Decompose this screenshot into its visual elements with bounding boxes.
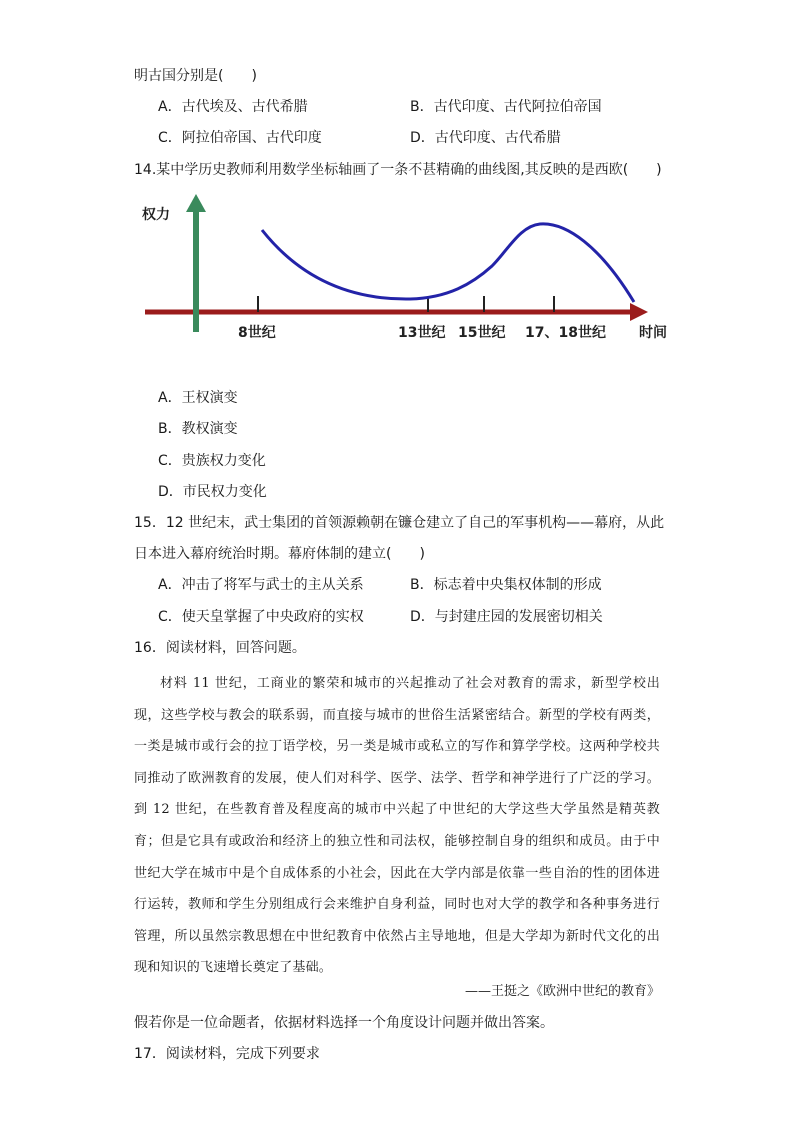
q15-stem-line2: 日本进入幕府统治时期。幕府体制的建立( )	[134, 546, 425, 562]
q14-stem: 14.某中学历史教师利用数学坐标轴画了一条不甚精确的曲线图,其反映的是西欧( )	[134, 162, 662, 178]
q13-option-a: A．古代埃及、古代希腊	[158, 99, 308, 115]
q14-option-b: B．教权演变	[158, 421, 238, 437]
q14-power-curve-figure	[0, 188, 794, 388]
q16-task: 假若你是一位命题者，依据材料选择一个角度设计问题并做出答案。	[134, 1015, 554, 1031]
tick-label-8th-century: 8世纪	[238, 325, 276, 341]
q16-material-passage: 材料 11 世纪，工商业的繁荣和城市的兴起推动了社会对教育的需求，新型学校出现，这些学校与教会的联系弱，而直接与城市的世俗生活紧密结合。新型的学校有两类，一类是城市或行会的拉丁语学校，另一类是城市或私立的写作和算学学校。这两种学校共同推动了欧洲教育的发展，使人们对科学、医学、法学、哲学和神学进行了广泛的学习。到 12 世纪，在些教育普及程度高的城市中兴起了中世纪的大学这些大学虽然是精英教育；但是它具有或政治和经济上的独立性和司法权，能够控制自身的组织和成员。由于中世纪大学在城市中是个自成体系的小社会，因此在大学内部是依靠一些自治的性的团体进行运转，教师和学生分别组成行会来维护自身利益，同时也对大学的教学和各种事务进行管理，所以虽然宗教思想在中世纪教育中依然占主导地地，但是大学却为新时代文化的出现和知识的飞速增长奠定了基础。	[134, 676, 660, 976]
intro-line: 明古国分别是( )	[134, 68, 257, 84]
tick-label-13th-century: 13世纪	[398, 325, 446, 341]
power-curve	[262, 224, 634, 302]
q14-option-c: C．贵族权力变化	[158, 453, 266, 469]
q14-option-a: A．王权演变	[158, 390, 238, 406]
q15-option-b: B．标志着中央集权体制的形成	[410, 577, 602, 593]
q13-option-b: B．古代印度、古代阿拉伯帝国	[410, 99, 602, 115]
q15-option-d: D．与封建庄园的发展密切相关	[410, 609, 603, 625]
q15-option-c: C．使天皇掌握了中央政府的实权	[158, 609, 364, 625]
tick-label-15th-century: 15世纪	[458, 325, 506, 341]
time-axis-arrowhead	[630, 303, 648, 321]
q17-stem: 17．阅读材料，完成下列要求	[134, 1046, 320, 1062]
q13-option-d: D．古代印度、古代希腊	[410, 130, 561, 146]
y-axis-label: 权力	[142, 207, 170, 223]
q16-material-source: ——王挺之《欧洲中世纪的教育》	[464, 984, 660, 999]
q14-option-d: D．市民权力变化	[158, 484, 267, 500]
tick-label-17-18th-century: 17、18世纪	[525, 325, 606, 341]
q15-option-a: A．冲击了将军与武士的主从关系	[158, 577, 364, 593]
q16-stem: 16．阅读材料，回答问题。	[134, 640, 306, 656]
q13-option-c: C．阿拉伯帝国、古代印度	[158, 130, 322, 146]
x-axis-label: 时间	[639, 325, 667, 341]
q15-stem-line1: 15．12 世纪末，武士集团的首领源赖朝在镰仓建立了自己的军事机构——幕府，从此	[134, 515, 665, 531]
power-axis-arrowhead	[186, 194, 206, 212]
